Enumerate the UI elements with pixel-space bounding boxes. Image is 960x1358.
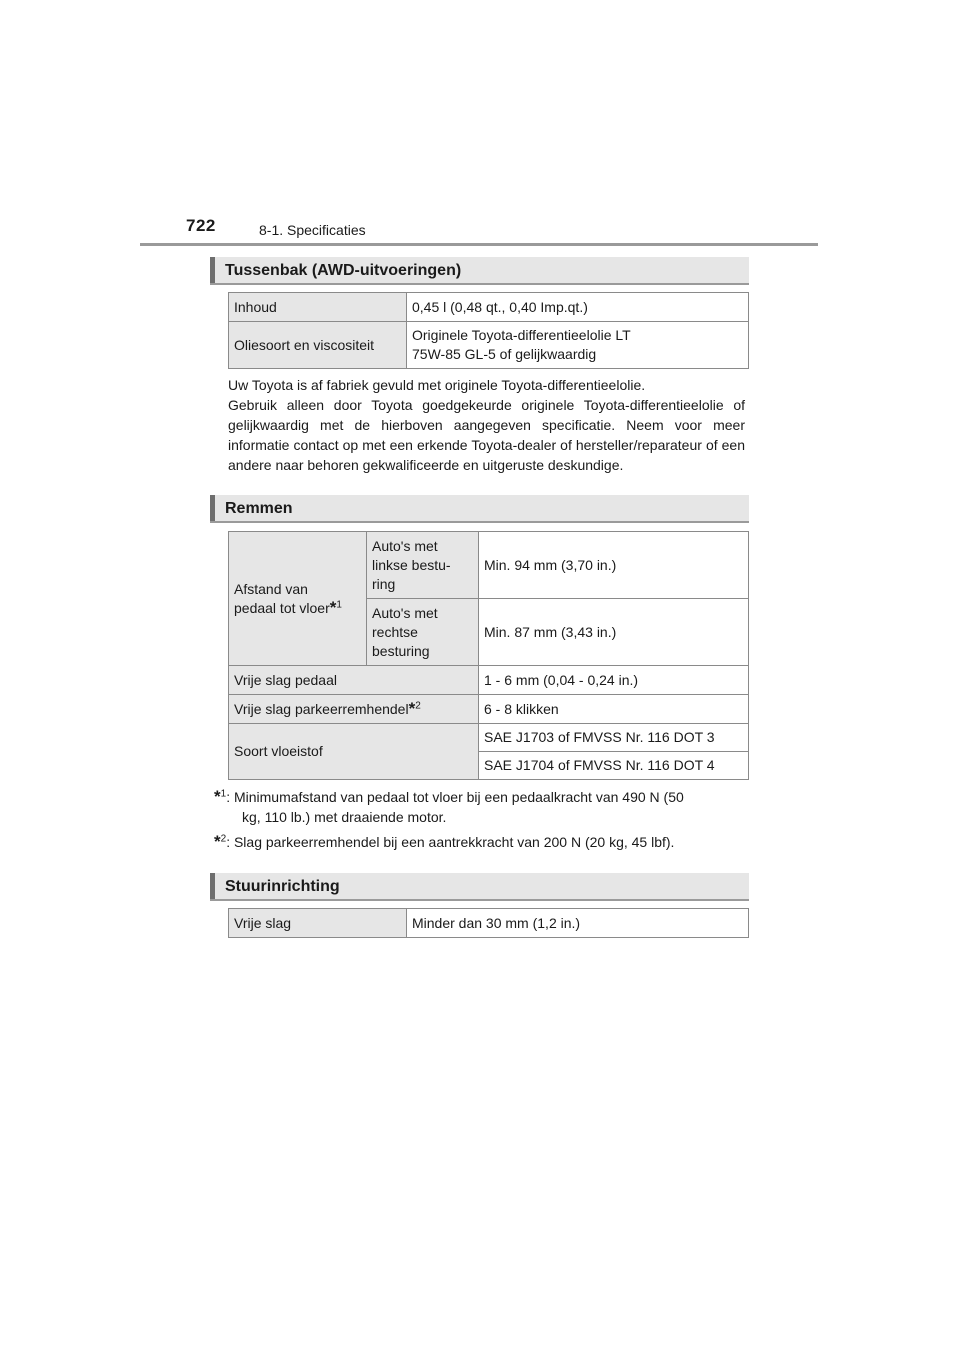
spec-value: Min. 87 mm (3,43 in.) xyxy=(479,599,749,666)
table-row xyxy=(229,909,749,938)
value-line: Originele Toyota-differentieelolie LT xyxy=(412,327,631,343)
header-rule xyxy=(140,243,818,246)
footnote-text-cont: kg, 110 lb.) met draaiende motor. xyxy=(242,809,447,825)
table-row xyxy=(229,322,749,369)
footnote-1 xyxy=(214,787,745,827)
table-row xyxy=(229,532,749,599)
sub-label-lhd xyxy=(367,532,479,599)
spec-label: Vrije slag xyxy=(229,909,407,938)
page-number: 722 xyxy=(186,216,216,235)
section-title: Stuurinrichting xyxy=(225,878,340,895)
spec-value: Min. 94 mm (3,70 in.) xyxy=(479,532,749,599)
footnote-text: : Slag parkeerremhendel bij een aantrekkracht van 200 N (20 kg, 45 lbf). xyxy=(226,834,675,850)
spec-value: SAE J1704 of FMVSS Nr. 116 DOT 4 xyxy=(479,752,749,780)
spec-value: SAE J1703 of FMVSS Nr. 116 DOT 3 xyxy=(479,724,749,752)
section-marker xyxy=(210,873,215,899)
footnote-ref: 2 xyxy=(220,833,227,845)
brakes-table xyxy=(228,531,749,780)
footnote-star: * xyxy=(408,698,416,718)
section-title: Tussenbak (AWD-uitvoeringen) xyxy=(225,262,462,279)
label-line: pedaal tot vloer*$^1$ xyxy=(234,597,342,617)
steering-table xyxy=(228,908,749,938)
oil-note-paragraph xyxy=(228,375,745,475)
footnote-star: * xyxy=(329,597,337,617)
label-line: Auto's met xyxy=(372,604,438,621)
spec-label: Vrije slag parkeerremhendel*$^2$ xyxy=(229,695,479,724)
footnote-ref: 2 xyxy=(415,699,421,711)
spec-value: 1 - 6 mm (0,04 - 0,24 in.) xyxy=(479,666,749,695)
spec-value: Minder dan 30 mm (1,2 in.) xyxy=(407,909,749,938)
paragraph-text: Gebruik alleen door Toyota goedgekeurde originele Toyota-differentieelolie of gelijkwaardig met de hierboven aangegeven specificatie. Neem voor meer informatie contact op met een erkende Toyota-dealer of hersteller/reparateur of een andere naar behoren gekwalificeerde en uitgeruste deskundige. xyxy=(228,397,745,473)
spec-label: Inhoud xyxy=(229,293,407,322)
footnote-text: : Minimumafstand van pedaal tot vloer bij een pedaalkracht van 490 N (50 xyxy=(226,789,684,805)
table-row xyxy=(229,666,749,695)
spec-value: 6 - 8 klikken xyxy=(479,695,749,724)
spec-label: Vrije slag pedaal xyxy=(229,666,479,695)
footnote-ref: 1 xyxy=(220,788,227,800)
spec-label: Soort vloeistof xyxy=(229,724,479,780)
label-line: linkse bestu- xyxy=(372,556,451,573)
table-row xyxy=(229,293,749,322)
paragraph-line: Uw Toyota is af fabriek gevuld met originele Toyota-differentieelolie. xyxy=(228,377,646,393)
section-marker xyxy=(210,495,215,521)
label-line: Afstand van xyxy=(234,580,308,597)
transfer-case-table xyxy=(228,292,749,369)
footnote-ref: 1 xyxy=(336,598,342,610)
label-line: rechtse xyxy=(372,623,418,640)
footnote-star: * xyxy=(214,832,221,851)
table-row xyxy=(229,724,749,752)
spec-label xyxy=(229,532,367,666)
footnote-star: * xyxy=(214,787,221,806)
sub-label-rhd xyxy=(367,599,479,666)
label-line: besturing xyxy=(372,642,430,659)
section-marker xyxy=(210,257,215,283)
spec-value: 0,45 l (0,48 qt., 0,40 Imp.qt.) xyxy=(407,293,749,322)
running-head: 8-1. Specificaties xyxy=(259,222,366,238)
section-header-steering xyxy=(210,873,749,901)
section-header-transfer-case xyxy=(210,257,749,285)
section-header-brakes xyxy=(210,495,749,523)
label-line: ring xyxy=(372,575,396,592)
footnote-2 xyxy=(214,832,745,852)
label-line: Auto's met xyxy=(372,537,438,554)
spec-label: Oliesoort en viscositeit xyxy=(229,322,407,369)
value-line: 75W-85 GL-5 of gelijkwaardig xyxy=(412,346,597,362)
spec-value xyxy=(407,322,749,369)
table-row xyxy=(229,695,749,724)
section-title: Remmen xyxy=(225,500,293,517)
